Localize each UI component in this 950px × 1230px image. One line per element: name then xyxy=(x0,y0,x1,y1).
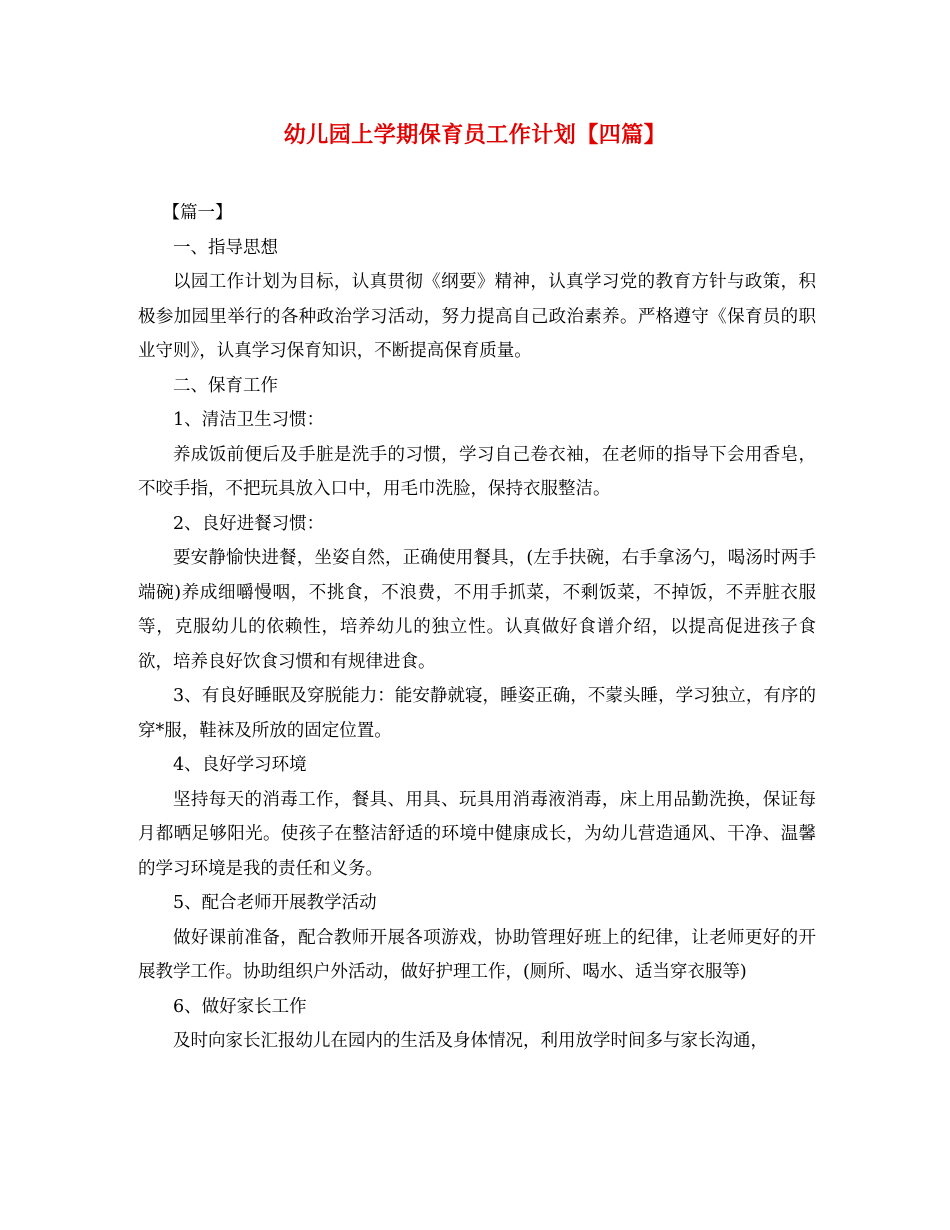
item-heading: 6、做好家长工作 xyxy=(173,996,307,1017)
paragraph: 及时向家长汇报幼儿在园内的生活及身体情况，利用放学时间多与家长沟通， xyxy=(173,1031,768,1051)
item-heading: 2、良好进餐习惯： xyxy=(173,513,325,534)
document-title: 幼儿园上学期保育员工作计划【四篇】 xyxy=(283,122,667,148)
subheading: 二、保育工作 xyxy=(173,375,278,396)
paragraph: 养成饭前便后及手脏是洗手的习惯，学习自己卷衣袖，在老师的指导下会用香皂，不咬手指，不把玩具放入口中，用毛巾洗脸，保持衣服整洁。 xyxy=(138,444,816,499)
paragraph: 3、有良好睡眠及穿脱能力：能安静就寝，睡姿正确，不蒙头睡，学习独立，有序的穿*服，鞋袜及所放的固定位置。 xyxy=(138,686,816,741)
paragraph: 以园工作计划为目标，认真贯彻《纲要》精神，认真学习党的教育方针与政策，积极参加园里举行的各种政治学习活动，努力提高自己政治素养。严格遵守《保育员的职业守则》，认真学习保育知识，不断提高保育质量。 xyxy=(138,272,816,361)
section-heading: 【篇一】 xyxy=(162,203,233,223)
paragraph: 要安静愉快进餐，坐姿自然，正确使用餐具，(左手扶碗，右手拿汤勺，喝汤时两手端碗)养成细嚼慢咽，不挑食，不浪费，不用手抓菜，不剩饭菜，不掉饭，不弄脏衣服等，克服幼儿的依赖性，培养幼儿的独立性。认真做好食谱介绍，以提高促进孩子食欲，培养良好饮食习惯和有规律进食。 xyxy=(138,548,816,672)
document-body xyxy=(138,196,816,1059)
item-heading: 5、配合老师开展教学活动 xyxy=(173,893,377,913)
paragraph: 做好课前准备，配合教师开展各项游戏，协助管理好班上的纪律，让老师更好的开展教学工作。协助组织户外活动，做好护理工作，(厕所、喝水、适当穿衣服等) xyxy=(138,927,816,982)
paragraph: 坚持每天的消毒工作，餐具、用具、玩具用消毒液消毒，床上用品勤洗换，保证每月都晒足够阳光。使孩子在整洁舒适的环境中健康成长，为幼儿营造通风、干净、温馨的学习环境是我的责任和义务。 xyxy=(138,789,816,879)
item-heading: 1、清洁卫生习惯： xyxy=(173,410,325,430)
item-heading: 4、良好学习环境 xyxy=(173,755,307,775)
subheading: 一、指导思想 xyxy=(173,237,278,258)
